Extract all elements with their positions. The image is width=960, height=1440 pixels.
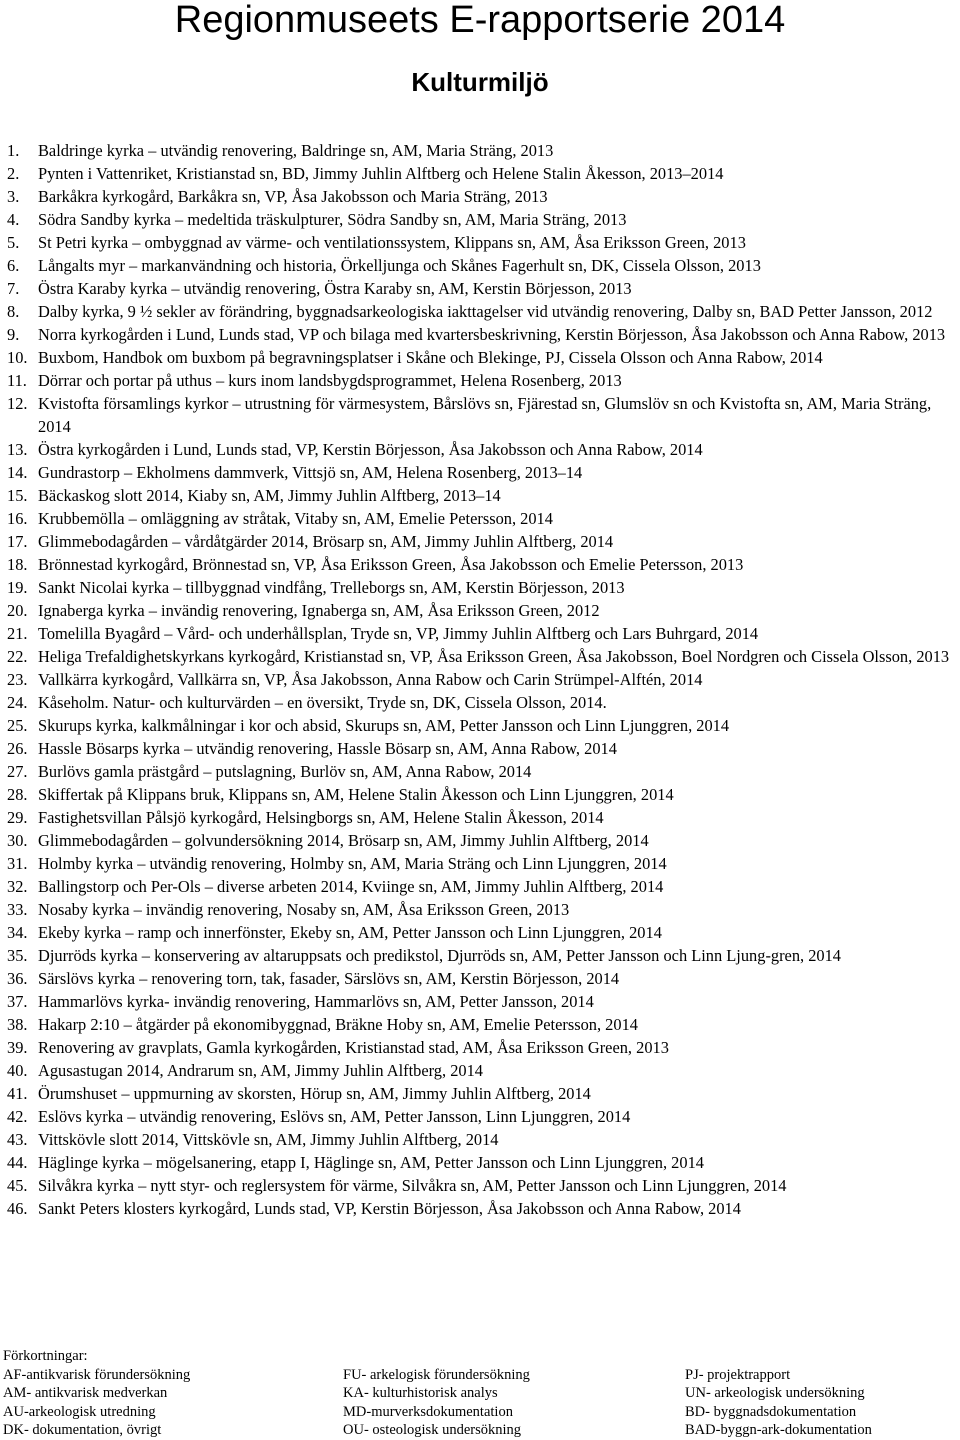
report-item-number: 27. <box>7 762 28 781</box>
report-item-number: 20. <box>7 601 28 620</box>
report-item-number: 6. <box>7 256 20 275</box>
report-item-number: 13. <box>7 440 28 459</box>
report-item-text: Glimmebodagården – golvundersökning 2014, Brösarp sn, AM, Jimmy Juhlin Alftberg, 2014 <box>38 831 649 850</box>
report-item-text: Långalts myr – markanvändning och historia, Örkelljunga och Skånes Fagerhult sn, DK, Cissela Olsson, 2013 <box>38 256 761 275</box>
report-list-item <box>7 553 960 576</box>
report-item-number: 19. <box>7 578 28 597</box>
report-item-text: Södra Sandby kyrka – medeltida träskulpturer, Södra Sandby sn, AM, Maria Sträng, 2013 <box>38 210 627 229</box>
report-list-item <box>7 760 960 783</box>
report-list-item <box>7 346 960 369</box>
report-item-number: 2. <box>7 164 20 183</box>
report-list-item <box>7 829 960 852</box>
report-item-text: Hassle Bösarps kyrka – utvändig renovering, Hassle Bösarp sn, AM, Anna Rabow, 2014 <box>38 739 617 758</box>
report-list-item <box>7 806 960 829</box>
report-item-number: 29. <box>7 808 28 827</box>
report-list-item <box>7 1128 960 1151</box>
report-item-text: Brönnestad kyrkogård, Brönnestad sn, VP, Åsa Eriksson Green, Åsa Jakobsson och Emelie Petersson, 2013 <box>38 555 744 574</box>
report-list-item <box>7 576 960 599</box>
report-item-text: Burlövs gamla prästgård – putslagning, Burlöv sn, AM, Anna Rabow, 2014 <box>38 762 532 781</box>
report-list-item <box>7 645 960 668</box>
report-list-item <box>7 530 960 553</box>
report-item-text: Djurröds kyrka – konservering av altaruppsats och predikstol, Djurröds sn, AM, Petter Jansson och Linn Ljung-gren, 2014 <box>38 946 842 965</box>
report-item-number: 32. <box>7 877 28 896</box>
report-list-item <box>7 438 960 461</box>
report-list-item <box>7 1082 960 1105</box>
report-list-item <box>7 461 960 484</box>
report-item-text: Kåseholm. Natur- och kulturvärden – en översikt, Tryde sn, DK, Cissela Olsson, 2014. <box>38 693 607 712</box>
report-list-item <box>7 369 960 392</box>
report-item-number: 44. <box>7 1153 28 1172</box>
report-list-item <box>7 944 960 967</box>
report-item-text: Heliga Trefaldighetskyrkans kyrkogård, Kristianstad sn, VP, Åsa Eriksson Green, Åsa Jakobsson, Boel Nordgren och Cissela Olsson, 2013 <box>38 647 950 666</box>
report-item-number: 11. <box>7 371 27 390</box>
report-item-text: Sankt Peters klosters kyrkogård, Lunds stad, VP, Kerstin Börjesson, Åsa Jakobsson och Anna Rabow, 2014 <box>38 1199 741 1218</box>
abbreviation-entry: AU-arkeologisk utredning <box>3 1403 156 1420</box>
report-list-item <box>7 737 960 760</box>
report-item-number: 28. <box>7 785 28 804</box>
abbreviation-entry: BAD-byggn-ark-dokumentation <box>685 1422 872 1438</box>
report-item-number: 1. <box>7 141 20 160</box>
report-list-item <box>7 162 960 185</box>
report-item-text: Dörrar och portar på uthus – kurs inom landsbygdsprogrammet, Helena Rosenberg, 2013 <box>38 371 622 390</box>
abbreviation-entry: AM- antikvarisk medverkan <box>3 1385 168 1401</box>
report-item-number: 22. <box>7 647 28 666</box>
report-item-text: Renovering av gravplats, Gamla kyrkogården, Kristianstad stad, AM, Åsa Eriksson Green, 2013 <box>38 1038 669 1057</box>
report-item-text: Silvåkra kyrka – nytt styr- och reglersystem för värme, Silvåkra sn, AM, Petter Jansson och Linn Ljunggren, 2014 <box>38 1176 787 1195</box>
report-item-number: 5. <box>7 233 20 252</box>
abbreviation-entry: KA- kulturhistorisk analys <box>343 1385 498 1401</box>
report-item-number: 14. <box>7 463 28 482</box>
abbreviation-entry: PJ- projektrapport <box>685 1366 791 1383</box>
report-list-item <box>7 208 960 231</box>
report-list-item <box>7 300 960 323</box>
report-list-item <box>7 1105 960 1128</box>
report-item-number: 23. <box>7 670 28 689</box>
report-item-text: Vallkärra kyrkogård, Vallkärra sn, VP, Åsa Jakobsson, Anna Rabow och Carin Strümpel-Alftén, 2014 <box>38 670 703 689</box>
report-item-number: 25. <box>7 716 28 735</box>
report-item-text: Buxbom, Handbok om buxbom på begravningsplatser i Skåne och Blekinge, PJ, Cissela Olsson och Anna Rabow, 2014 <box>38 348 823 367</box>
report-item-text: Gundrastorp – Ekholmens dammverk, Vittsjö sn, AM, Helena Rosenberg, 2013–14 <box>38 463 583 482</box>
abbreviation-entry: UN- arkeologisk undersökning <box>685 1385 865 1401</box>
report-item-number: 7. <box>7 279 20 298</box>
abbreviation-entry: BD- byggnadsdokumentation <box>685 1403 857 1420</box>
report-item-number: 34. <box>7 923 28 942</box>
report-list-item <box>7 1174 960 1197</box>
report-list-item <box>7 1197 960 1220</box>
report-item-text: Dalby kyrka, 9 ½ sekler av förändring, byggnadsarkeologiska iakttagelser vid utvändig renovering, Dalby sn, BAD Petter Jansson, 2012 <box>38 302 933 321</box>
report-item-text: Fastighetsvillan Pålsjö kyrkogård, Helsingborgs sn, AM, Helene Stalin Åkesson, 2014 <box>38 808 604 827</box>
report-item-text: Skiffertak på Klippans bruk, Klippans sn, AM, Helene Stalin Åkesson och Linn Ljunggren, 2014 <box>38 785 674 804</box>
report-item-text: Häglinge kyrka – mögelsanering, etapp I, Häglinge sn, AM, Petter Jansson och Linn Ljunggren, 2014 <box>38 1153 704 1172</box>
report-list-item <box>7 231 960 254</box>
report-item-text: Skurups kyrka, kalkmålningar i kor och absid, Skurups sn, AM, Petter Jansson och Linn Ljunggren, 2014 <box>38 716 730 735</box>
report-item-number: 31. <box>7 854 28 873</box>
report-item-number: 39. <box>7 1038 28 1057</box>
report-item-text: Eslövs kyrka – utvändig renovering, Eslövs sn, AM, Petter Jansson, Linn Ljunggren, 2014 <box>38 1107 631 1126</box>
report-item-text: Hammarlövs kyrka- invändig renovering, Hammarlövs sn, AM, Petter Jansson, 2014 <box>38 992 594 1011</box>
report-item-number: 26. <box>7 739 28 758</box>
report-item-text: Ballingstorp och Per-Ols – diverse arbeten 2014, Kviinge sn, AM, Jimmy Juhlin Alftberg, 2014 <box>38 877 664 896</box>
report-item-text: Baldringe kyrka – utvändig renovering, Baldringe sn, AM, Maria Sträng, 2013 <box>38 141 554 160</box>
report-item-number: 8. <box>7 302 20 321</box>
report-list-item <box>7 185 960 208</box>
report-list-item <box>7 277 960 300</box>
report-item-text: Norra kyrkogården i Lund, Lunds stad, VP och bilaga med kvartersbeskrivning, Kerstin Börjesson, Åsa Jakobsson och Anna Rabow, 2013 <box>38 325 946 344</box>
report-item-number: 15. <box>7 486 28 505</box>
report-item-text: Nosaby kyrka – invändig renovering, Nosaby sn, AM, Åsa Eriksson Green, 2013 <box>38 900 570 919</box>
report-item-number: 35. <box>7 946 28 965</box>
abbreviation-entry: DK- dokumentation, övrigt <box>3 1422 162 1438</box>
report-list-item <box>7 852 960 875</box>
report-item-text: Örumshuset – uppmurning av skorsten, Hörup sn, AM, Jimmy Juhlin Alftberg, 2014 <box>38 1084 591 1103</box>
report-list-item <box>7 1151 960 1174</box>
report-list-item <box>7 484 960 507</box>
report-item-number: 43. <box>7 1130 28 1149</box>
report-item-number: 30. <box>7 831 28 850</box>
report-item-number: 10. <box>7 348 28 367</box>
report-item-number: 12. <box>7 394 28 413</box>
report-item-text: Bäckaskog slott 2014, Kiaby sn, AM, Jimmy Juhlin Alftberg, 2013–14 <box>38 486 501 505</box>
report-item-text: Sankt Nicolai kyrka – tillbyggnad vindfång, Trelleborgs sn, AM, Kerstin Börjesson, 2013 <box>38 578 625 597</box>
report-list-item <box>7 783 960 806</box>
report-list-item <box>7 1013 960 1036</box>
report-item-number: 16. <box>7 509 28 528</box>
report-list-item <box>7 714 960 737</box>
report-item-text: Östra Karaby kyrka – utvändig renovering, Östra Karaby sn, AM, Kerstin Börjesson, 2013 <box>38 279 632 298</box>
abbreviation-entry: AF-antikvarisk förundersökning <box>3 1366 191 1383</box>
report-item-number: 36. <box>7 969 28 988</box>
report-list-item <box>7 1059 960 1082</box>
report-item-number: 45. <box>7 1176 28 1195</box>
abbreviation-entry: MD-murverksdokumentation <box>343 1403 513 1420</box>
abbreviations-grid <box>3 1366 960 1440</box>
report-item-number: 41. <box>7 1084 28 1103</box>
report-list-item <box>7 1036 960 1059</box>
report-list-item <box>7 139 960 162</box>
abbreviations-section <box>3 1347 960 1440</box>
report-item-text: Barkåkra kyrkogård, Barkåkra sn, VP, Åsa Jakobsson och Maria Sträng, 2013 <box>38 187 548 206</box>
report-list-item <box>7 668 960 691</box>
report-item-text: St Petri kyrka – ombyggnad av värme- och ventilationssystem, Klippans sn, AM, Åsa Eriksson Green, 2013 <box>38 233 746 252</box>
report-item-text: Ignaberga kyrka – invändig renovering, Ignaberga sn, AM, Åsa Eriksson Green, 2012 <box>38 601 600 620</box>
report-item-text: Glimmebodagården – vårdåtgärder 2014, Brösarp sn, AM, Jimmy Juhlin Alftberg, 2014 <box>38 532 614 551</box>
abbreviation-entry: FU- arkelogisk förundersökning <box>343 1366 530 1383</box>
report-list-item <box>7 507 960 530</box>
report-item-text: Östra kyrkogården i Lund, Lunds stad, VP, Kerstin Börjesson, Åsa Jakobsson och Anna Rabow, 2014 <box>38 440 703 459</box>
report-list-item <box>7 967 960 990</box>
report-list-item <box>7 921 960 944</box>
report-list-item <box>7 392 960 438</box>
report-item-text: Pynten i Vattenriket, Kristianstad sn, BD, Jimmy Juhlin Alftberg och Helene Stalin Åkesson, 2013–2014 <box>38 164 724 183</box>
abbreviations-title: Förkortningar: <box>3 1348 88 1364</box>
report-item-text: Hakarp 2:10 – åtgärder på ekonomibyggnad, Bräkne Hoby sn, AM, Emelie Petersson, 2014 <box>38 1015 638 1034</box>
section-heading: Kulturmiljö <box>411 67 549 97</box>
report-item-text: Krubbemölla – omläggning av stråtak, Vitaby sn, AM, Emelie Petersson, 2014 <box>38 509 553 528</box>
report-item-text: Särslövs kyrka – renovering torn, tak, fasader, Särslövs sn, AM, Kerstin Börjesson, 2014 <box>38 969 620 988</box>
report-list-item <box>7 254 960 277</box>
report-item-number: 9. <box>7 325 20 344</box>
report-item-number: 33. <box>7 900 28 919</box>
report-item-number: 3. <box>7 187 20 206</box>
report-list <box>7 139 960 1220</box>
report-item-number: 40. <box>7 1061 28 1080</box>
report-list-item <box>7 875 960 898</box>
report-list-item <box>7 622 960 645</box>
report-item-number: 46. <box>7 1199 28 1218</box>
report-item-number: 17. <box>7 532 28 551</box>
report-item-number: 18. <box>7 555 28 574</box>
report-item-number: 21. <box>7 624 28 643</box>
report-item-number: 4. <box>7 210 20 229</box>
report-item-text: Vittskövle slott 2014, Vittskövle sn, AM, Jimmy Juhlin Alftberg, 2014 <box>38 1130 499 1149</box>
report-item-text: Agusastugan 2014, Andrarum sn, AM, Jimmy Juhlin Alftberg, 2014 <box>38 1061 483 1080</box>
page-title: Regionmuseets E-rapportserie 2014 <box>174 0 786 41</box>
report-list-item <box>7 323 960 346</box>
report-item-text: Kvistofta församlings kyrkor – utrustning för värmesystem, Bårslövs sn, Fjärestad sn, Glumslöv sn och Kvistofta sn, AM, Maria Sträng, 2014 <box>38 394 932 436</box>
report-item-number: 38. <box>7 1015 28 1034</box>
report-item-text: Ekeby kyrka – ramp och innerfönster, Ekeby sn, AM, Petter Jansson och Linn Ljunggren, 2014 <box>38 923 662 942</box>
report-list-item <box>7 599 960 622</box>
report-list-item <box>7 990 960 1013</box>
report-list-item <box>7 898 960 921</box>
report-item-text: Tomelilla Byagård – Vård- och underhållsplan, Tryde sn, VP, Jimmy Juhlin Alftberg och Lars Buhrgard, 2014 <box>38 624 759 643</box>
report-item-number: 42. <box>7 1107 28 1126</box>
report-item-text: Holmby kyrka – utvändig renovering, Holmby sn, AM, Maria Sträng och Linn Ljunggren, 2014 <box>38 854 667 873</box>
report-item-number: 24. <box>7 693 28 712</box>
report-item-number: 37. <box>7 992 28 1011</box>
report-list-item <box>7 691 960 714</box>
abbreviation-entry: OU- osteologisk undersökning <box>343 1422 522 1438</box>
